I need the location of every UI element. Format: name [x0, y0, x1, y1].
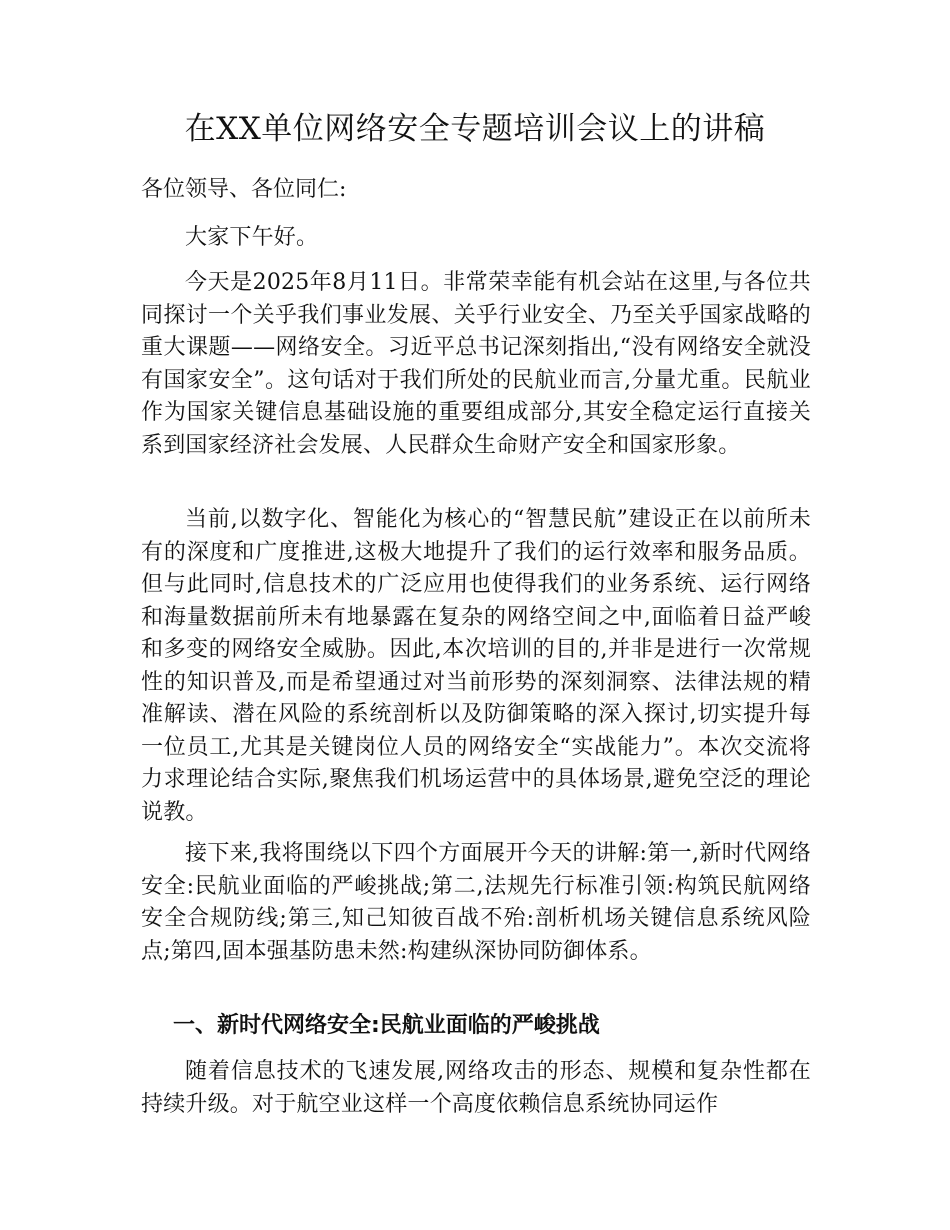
paragraph-intro: 今天是2025年8月11日。非常荣幸能有机会站在这里,与各位共同探讨一个关乎我们事业发展、关乎行业安全、乃至关乎国家战略的重大课题——网络安全。习近平总书记深刻指出,“没有网络安全就没有国家安全”。这句话对于我们所处的民航业而言,分量尤重。民航业作为国家关键信息基础设施的重要组成部分,其安全稳定运行直接关系到国家经济社会发展、人民群众生命财产安全和国家形象。 [141, 270, 811, 458]
section-heading: 一、新时代网络安全:民航业面临的严峻挑战 [173, 1013, 600, 1038]
paragraph-outline: 接下来,我将围绕以下四个方面展开今天的讲解:第一,新时代网络安全:民航业面临的严峻挑战;第二,法规先行标准引领:构筑民航网络安全合规防线;第三,知己知彼百战不殆:剖析机场关键信息系统风险点;第四,固本强基防患未然:构建纵深协同防御体系。 [141, 841, 811, 964]
document-title: 在XX单位网络安全专题培训会议上的讲稿 [184, 111, 766, 147]
salutation: 各位领导、各位同仁: [141, 177, 347, 202]
section-paragraph: 随着信息技术的飞速发展,网络攻击的形态、规模和复杂性都在持续升级。对于航空业这样一个高度依赖信息系统协同运作 [141, 1059, 811, 1117]
paragraph-context: 当前,以数字化、智能化为核心的“智慧民航”建设正在以前所未有的深度和广度推进,这极大地提升了我们的运行效率和服务品质。但与此同时,信息技术的广泛应用也使得我们的业务系统、运行网络和海量数据前所未有地暴露在复杂的网络空间之中,面临着日益严峻和多变的网络安全威胁。因此,本次培训的目的,并非是进行一次常规性的知识普及,而是希望通过对当前形势的深刻洞察、法律法规的精准解读、潜在风险的系统剖析以及防御策略的深入探讨,切实提升每一位员工,尤其是关键岗位人员的网络安全“实战能力”。本次交流将力求理论结合实际,聚焦我们机场运营中的具体场景,避免空泛的理论说教。 [141, 507, 811, 825]
greeting: 大家下午好。 [185, 225, 319, 250]
